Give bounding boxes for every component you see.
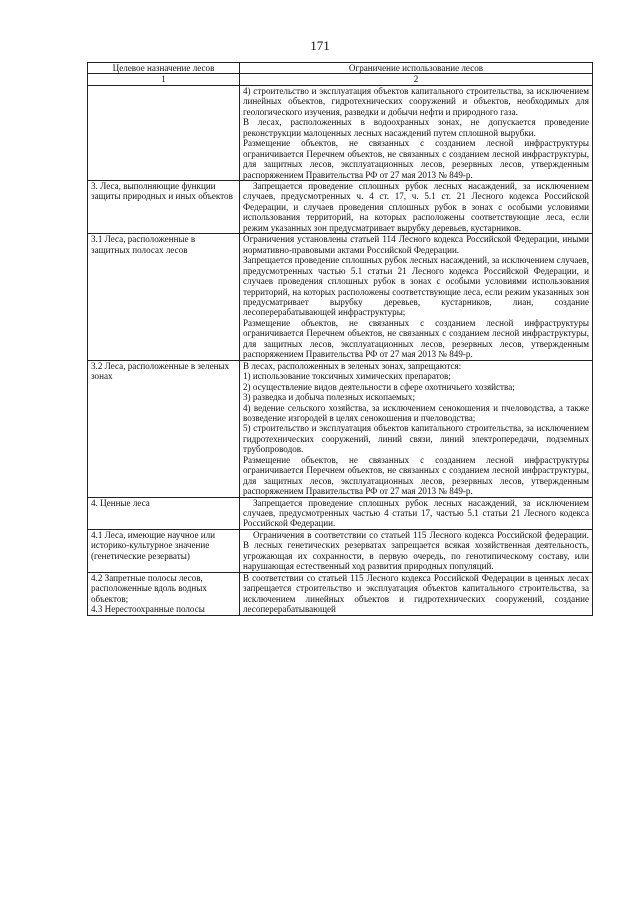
restriction-paragraph: В лесах, расположенных в зеленых зонах, запрещаются: [243,360,462,371]
restriction-cell [240,572,593,615]
restriction-paragraph: 3) разведка и добыча полезных ископаемых; [243,392,415,403]
table-row [88,85,593,180]
restriction-paragraph: Размещение объектов, не связанных с созданием лесной инфраструктуры ограничивается Перечнем объектов, не связанных с созданием лесной инфраструктуры, для защитных лесов, эксплуатационных лесов, резервных лесов, утвержденным распоряжением Правительства РФ от 27 мая 2013 № 849-р. [243,454,589,497]
table-header-row [88,63,593,74]
restriction-cell [240,234,593,360]
forest-purpose-text: 4.3 Нерестоохранные полосы [91,604,205,615]
forest-purpose-text: 3. Леса, выполняющие функции защиты природных и иных объектов [91,180,233,202]
forest-purpose-cell [88,85,240,180]
restriction-cell [240,85,593,180]
restriction-paragraph: В соответствии со статьей 115 Лесного кодекса Российской Федерации в ценных лесах запрещается строительство и эксплуатация объектов капитального строительства, за исключением линейных объектов и гидротехнических сооружений, создание лесоперерабатывающей [243,572,589,615]
table-body [88,85,593,615]
column-number-2: 2 [240,74,593,85]
restriction-cell [240,497,593,529]
restriction-paragraph: Размещение объектов, не связанных с созданием лесной инфраструктуры ограничивается Перечнем объектов, не связанных с созданием лесной инфраструктуры, для защитных лесов, эксплуатационных лесов, резервных лесов, утвержденным распоряжением Правительства РФ от 27 мая 2013 № 849-р. [243,138,589,180]
forest-purpose-cell [88,572,240,615]
table-row [88,572,593,615]
restriction-paragraph: 4) ведение сельского хозяйства, за исключением сенокошения и пчеловодства, а также возведение изгородей в целях сенокошения и пчеловодства; [243,402,589,423]
restrictions-table [87,62,593,616]
forest-purpose-text: 3.1 Леса, расположенные в защитных полосах лесов [91,234,196,255]
column-number-1: 1 [88,74,240,85]
restriction-cell [240,360,593,497]
restriction-paragraph: Ограничения в соответствии со статьей 115 Лесного кодекса Российской федерации. В лесных генетических резерватах запрещается всякая хозяйственная деятельность, угрожающая их сохранности, в первую очередь, по генотипическому составу, или нарушающая естественный ход развития природных популяций. [243,529,589,572]
restriction-paragraph: Запрещается проведение сплошных рубок лесных насаждений, за исключением случаев, предусмотренных частью 4 статьи 17, частью 5.1 статьи 21 Лесного кодекса Российской Федерации. [243,497,589,529]
restriction-paragraph: В лесах, расположенных в водоохранных зонах, не допускается проведение реконструкции малоценных лесных насаждений путем сплошной вырубки. [243,117,589,138]
forest-purpose-cell [88,497,240,529]
table-row [88,529,593,572]
restriction-paragraph: Ограничения установлены статьей 114 Лесного кодекса Российской Федерации, иными нормативно-правовыми актами Российской Федерации. [243,234,589,255]
forest-purpose-text: 4.2 Запретные полосы лесов, расположенные вдоль водных объектов; [91,572,207,604]
forest-purpose-text: 3.2 Леса, расположенные в зеленых зонах [91,360,230,382]
table-row [88,497,593,529]
restriction-cell [240,180,593,233]
page-number: 171 [310,38,330,53]
restriction-cell [240,529,593,572]
table-row [88,234,593,360]
column-header-purpose: Целевое назначение лесов [88,63,240,74]
forest-purpose-cell [88,180,240,233]
forest-purpose-text: 4.1 Леса, имеющие научное или историко-культурное значение (генетические резерваты) [91,529,216,561]
column-number-row [88,74,593,85]
forest-purpose-cell [88,360,240,497]
column-header-restriction: Ограничение использование лесов [240,63,593,74]
restriction-paragraph: Размещение объектов, не связанных с созданием лесной инфраструктуры ограничивается Перечнем объектов, не связанных с созданием лесной инфраструктуры, для защитных лесов, эксплуатационных лесов, резервных лесов, утвержденным распоряжением Правительства РФ от 27 мая 2013 № 849-р. [243,317,589,360]
restriction-paragraph: Запрещается проведение сплошных рубок лесных насаждений, за исключением случаев, предусмотренных ч. 4 ст. 17, ч. 5.1 ст. 21 Лесного кодекса Российской Федерации, и случаев проведения сплошных рубок в зонах с особыми условиями использования территорий, на которых расположены соответствующие леса, если режим указанных зон предусматривает вырубку деревьев, кустарников. [243,180,589,233]
forest-purpose-text: 4. Ценные леса [91,497,150,508]
restriction-paragraph: 4) строительство и эксплуатация объектов капитального строительства, за исключением линейных объектов, гидротехнических сооружений и объектов, необходимых для геологического изучения, разведки и добычи нефти и природного газа. [243,85,589,117]
table-row [88,360,593,497]
restriction-paragraph: Запрещается проведение сплошных рубок лесных насаждений, за исключением случаев, предусмотренных частью 5.1 статьи 21 Лесного кодекса Российской Федерации, и случаев проведения сплошных рубок в зонах с особыми условиями использования территорий, на которых расположены соответствующие леса, если режим указанных зон предусматривает вырубку деревьев, кустарников, лиан, создание лесоперерабатывающей инфраструктуры; [243,255,589,318]
restriction-paragraph: 2) осуществление видов деятельности в сфере охотничьего хозяйства; [243,381,515,392]
forest-purpose-cell [88,234,240,360]
table-row [88,180,593,233]
forest-purpose-cell [88,529,240,572]
restriction-paragraph: 1) использование токсичных химических препаратов; [243,371,451,382]
restriction-paragraph: 5) строительство и эксплуатация объектов капитального строительства, за исключением гидротехнических сооружений, линий связи, линий электропередачи, подземных трубопроводов. [243,423,589,455]
